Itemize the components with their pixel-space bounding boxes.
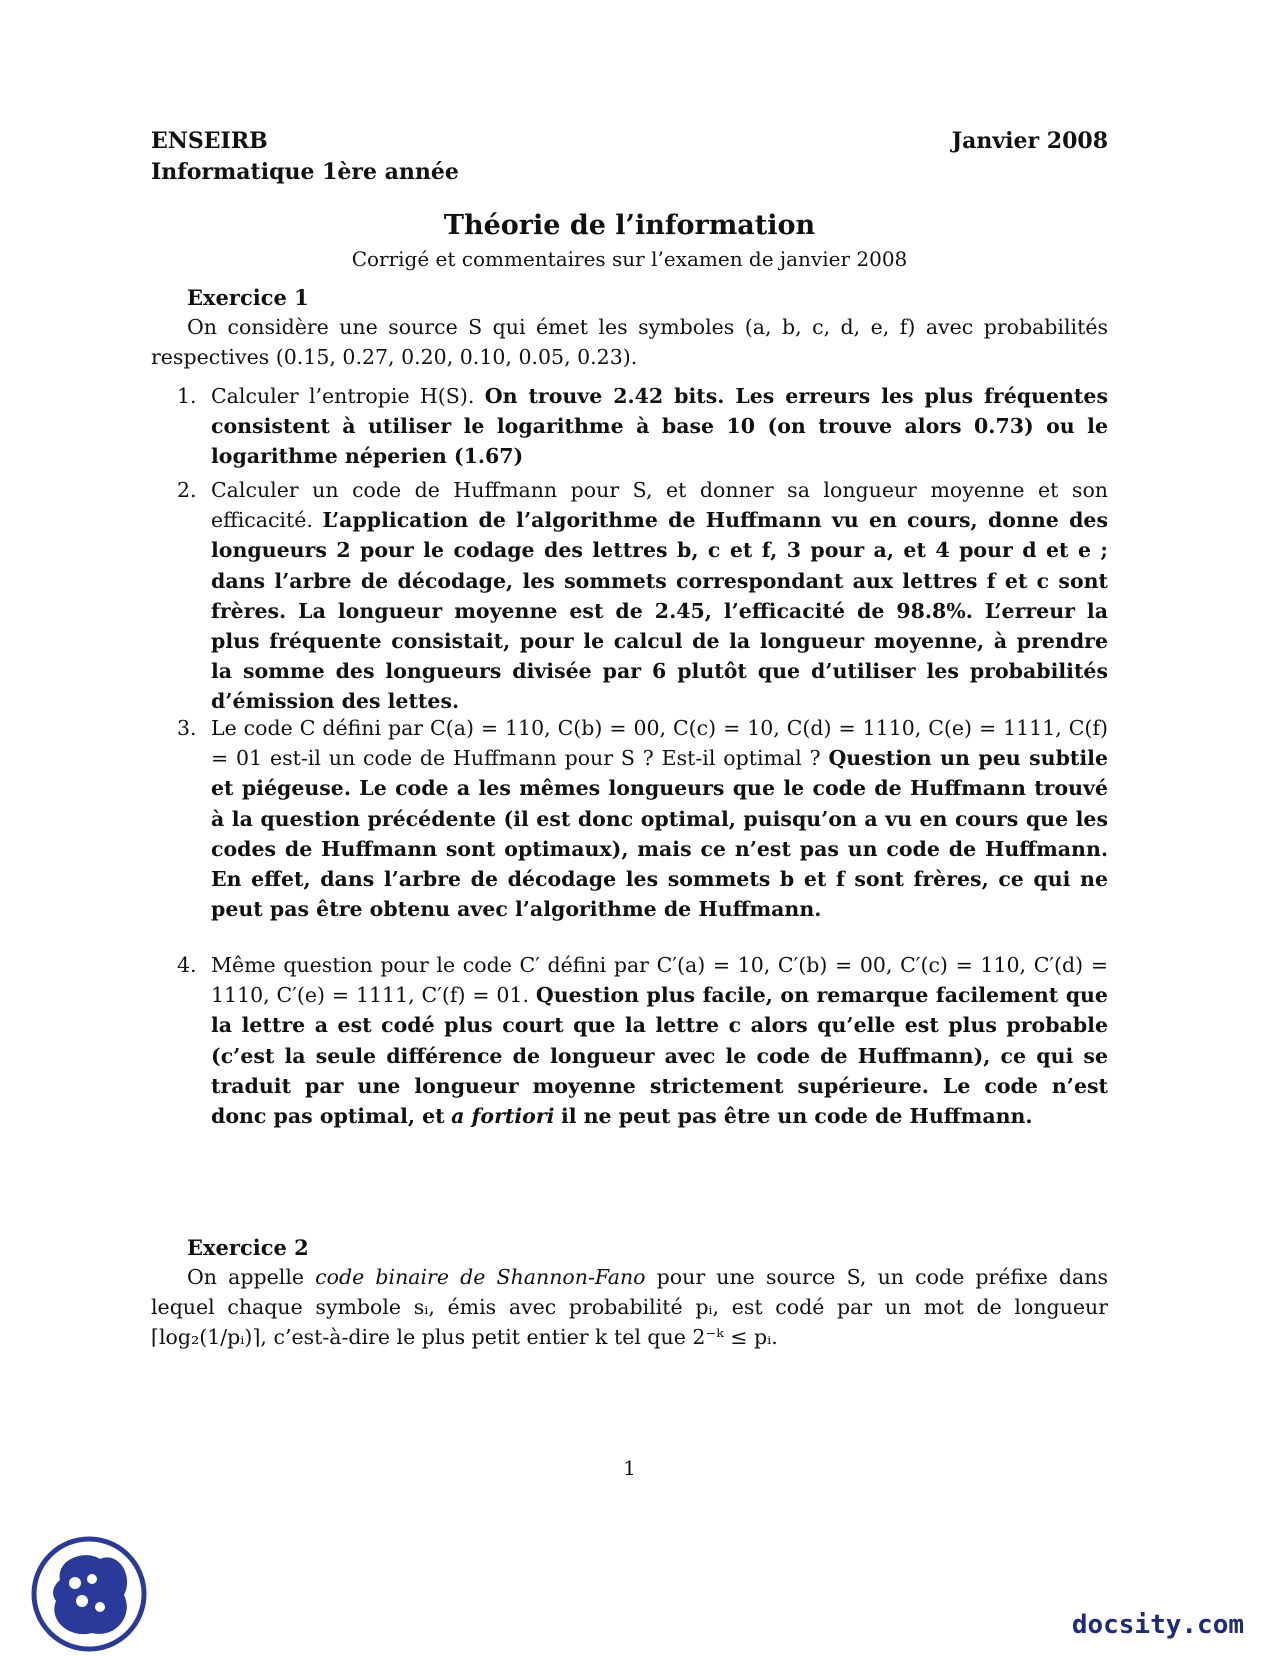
item-answer: L’application de l’algorithme de Huffmann vu en cours, donne des longueurs 2 pour le codage des lettres b, c et f, 3 pour a, et 4 pour d et e ; dans l’arbre de décodage, les sommets correspondant aux lettres f et c sont frères. La longueur moyenne est de 2.45, l’efficacité de 98.8%. L’erreur la plus fréquente consistait, pour le calcul de la longueur moyenne, à prendre la somme des longueurs divisée par 6 plutôt que d’utiliser les probabilités d’émission des lettes. [211,508,1108,714]
item-answer-end: il ne peut pas être un code de Huffmann. [560,1104,1033,1129]
intro-text: On appelle [187,1265,305,1289]
header-left [151,126,459,188]
school-name: ENSEIRB [151,128,268,154]
item-number: 4. [177,953,197,977]
item-number: 2. [177,478,197,502]
item-answer-emphasis: a fortiori [451,1104,555,1129]
item-answer: On trouve 2.42 bits. Les erreurs les plus fréquentes consistent à utiliser le logarithme à base 10 (on trouve alors 0.73) ou le logarithme néperien (1.67) [211,384,1108,469]
item-answer: Question un peu subtile et piégeuse. Le code a les mêmes longueurs que le code de Huffmann trouvé à la question précédente (il est donc optimal, puisqu’on a vu en cours que les codes de Huffmann sont optimaux), mais ce n’est pas un code de Huffmann. En effet, dans l’arbre de décodage les sommets b et f sont frères, ce qui ne peut pas être obtenu avec l’algorithme de Huffmann. [211,746,1108,922]
intro-text-rest: pour une source S, un code préfixe dans lequel chaque symbole sᵢ, émis avec probabilité pᵢ, est codé par un mot de longueur ⌈log₂(1/pᵢ)⌉, c’est-à-dire le plus petit entier k tel que 2⁻ᵏ ≤ pᵢ. [151,1265,1108,1350]
docsity-wordmark[interactable]: docsity.com [1071,1610,1244,1640]
item-question: Calculer l’entropie H(S). [211,384,475,408]
item-number: 3. [177,716,197,740]
exercise-1-item-1 [177,381,1108,472]
document-subtitle: Corrigé et commentaires sur l’examen de janvier 2008 [351,247,908,271]
exercise-1-item-4 [177,950,1108,1131]
program-name: Informatique 1ère année [151,159,459,185]
item-question: Même question pour le code C′ défini par C′(a) = 10, C′(b) = 00, C′(c) = 110, C′(d) = 1110, C′(e) = 1111, C′(f) = 01. [211,953,1108,1008]
exercise-1-intro: On considère une source S qui émet les symboles (a, b, c, d, e, f) avec probabilités respectives (0.15, 0.27, 0.20, 0.10, 0.05, 0.23). [151,315,1108,370]
document-title: Théorie de l’information [443,210,816,241]
page-number: 1 [623,1456,636,1480]
exercise-1-item-3 [177,713,1108,924]
title-block [151,208,1108,274]
item-answer: Question plus facile, on remarque facilement que la lettre a est codé plus court que la lettre c alors qu’elle est plus probable (c’est la seule différence de longueur avec le code de Huffmann), ce qui se traduit par une longueur moyenne strictement supérieure. Le code n’est donc pas optimal, et [211,983,1108,1129]
header-date: Janvier 2008 [951,128,1108,154]
item-number: 1. [177,384,197,408]
exercise-2-heading: Exercice 2 [187,1235,309,1260]
exercise-2-intro [151,1262,1108,1353]
docsity-logo-icon[interactable] [30,1535,148,1653]
exercise-1-item-2 [177,475,1108,717]
item-question: Calculer un code de Huffmann pour S, et donner sa longueur moyenne et son efficacité. [211,478,1108,533]
item-question: Le code C défini par C(a) = 110, C(b) = 00, C(c) = 10, C(d) = 1110, C(e) = 1111, C(f) = 01 est-il un code de Huffmann pour S ? Est-il optimal ? [211,716,1108,771]
exercise-1-heading: Exercice 1 [187,285,309,310]
intro-term: code binaire de Shannon-Fano [315,1265,646,1289]
